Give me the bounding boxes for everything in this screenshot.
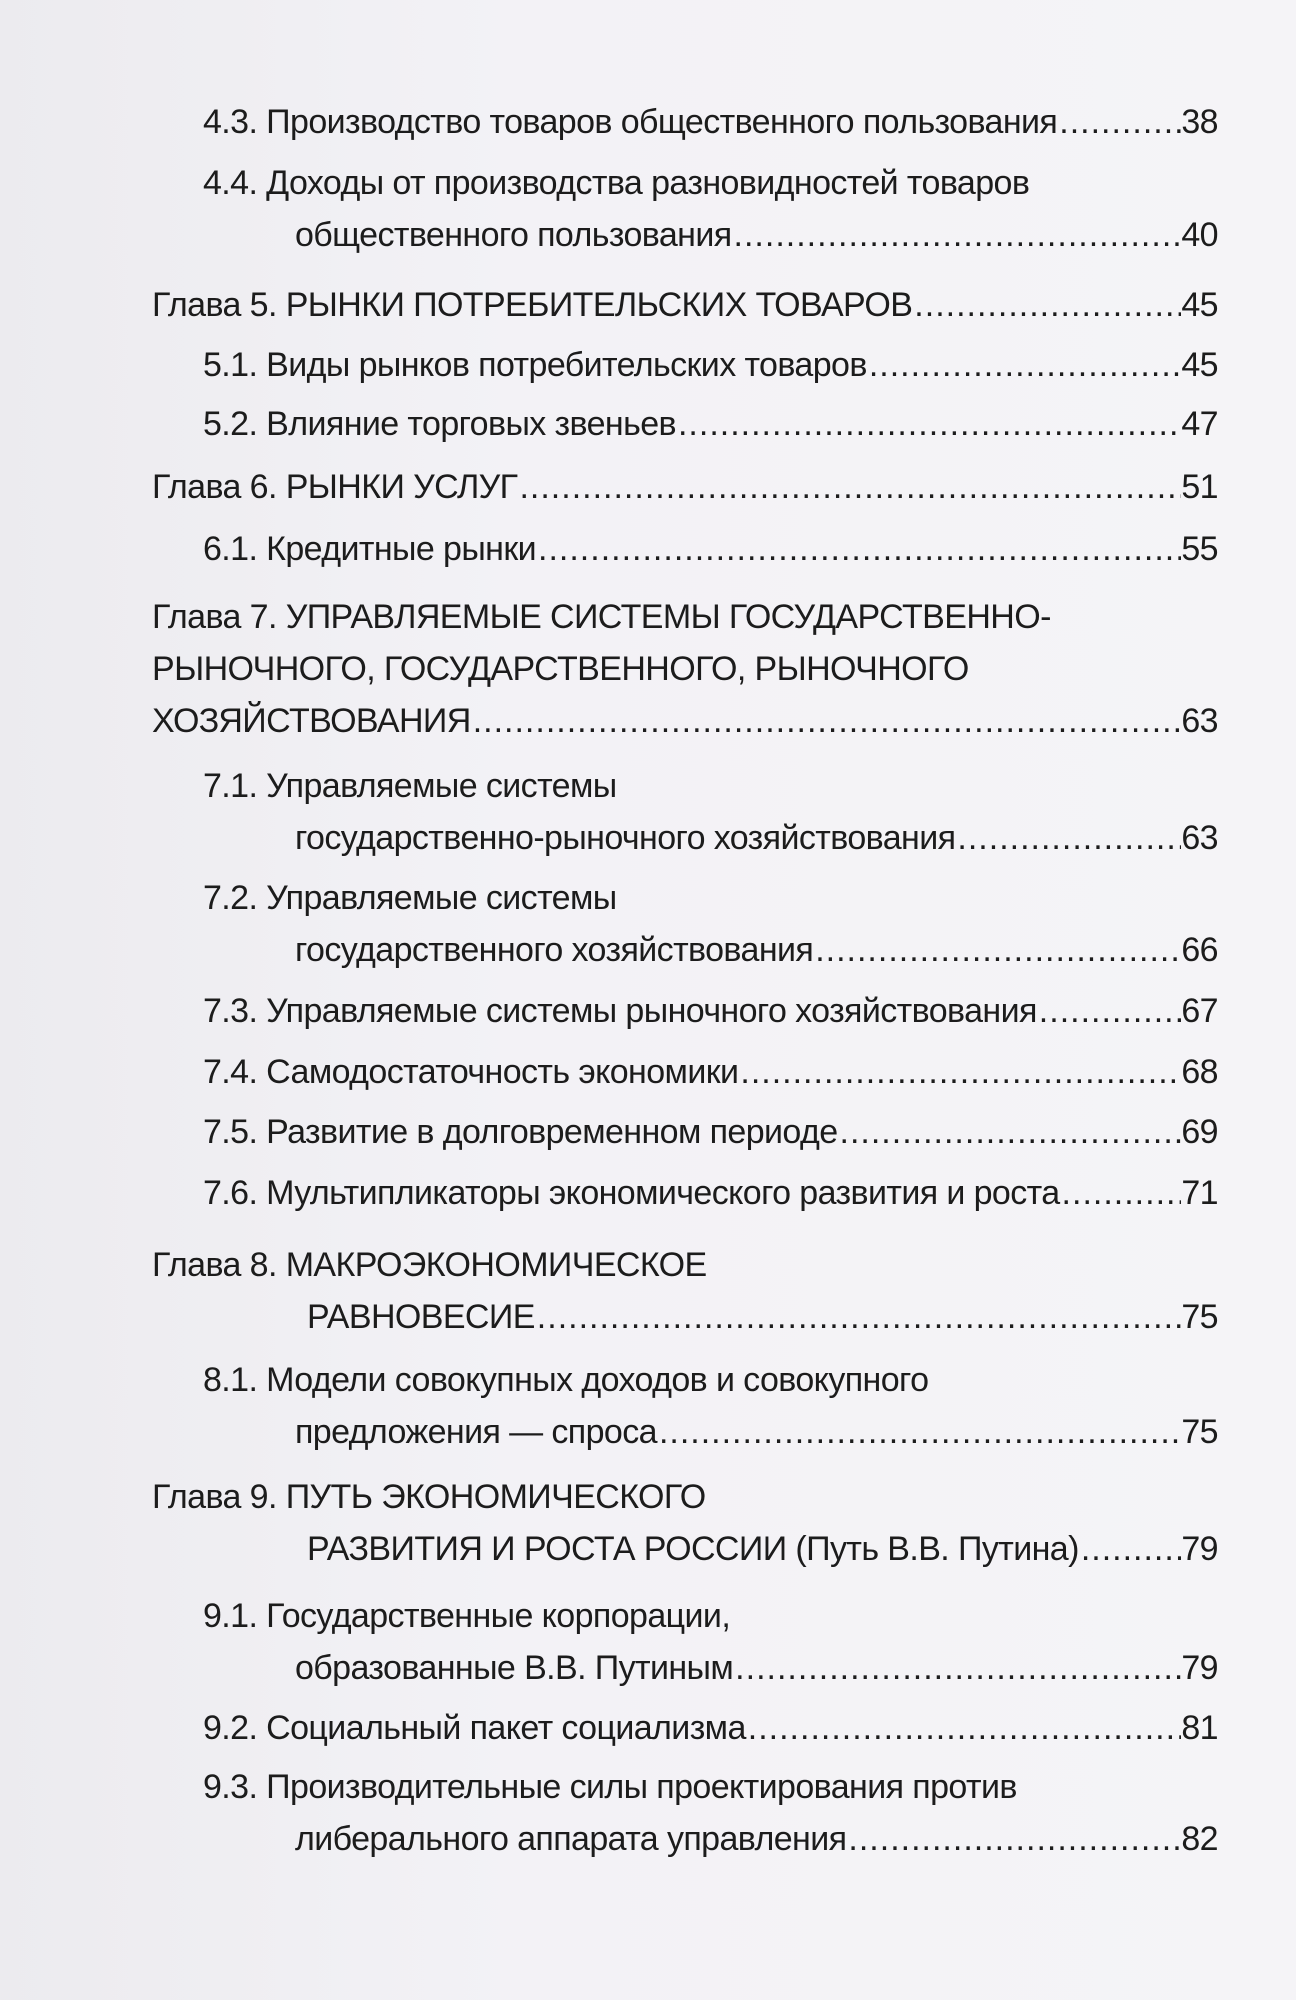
toc-entry-number: 7.2. bbox=[203, 879, 258, 917]
dot-leader bbox=[657, 1406, 1181, 1458]
toc-entry-title: Производительные силы проектирования против bbox=[266, 1768, 1017, 1806]
toc-entry bbox=[203, 96, 1218, 148]
dot-leader bbox=[846, 1813, 1181, 1865]
toc-chapter bbox=[152, 1239, 1218, 1343]
toc-entry-title: Социальный пакет социализма bbox=[266, 1709, 746, 1747]
toc-chapter-number: Глава 7. bbox=[152, 598, 277, 636]
toc-entry-number: 9.2. bbox=[203, 1709, 258, 1747]
toc-entry-title: Виды рынков потребительских товаров bbox=[266, 346, 867, 384]
toc-entry-page: 79 bbox=[1181, 1530, 1218, 1568]
toc-chapter bbox=[152, 279, 1218, 331]
toc-chapter bbox=[152, 1471, 1218, 1575]
toc-entry-page: 81 bbox=[1181, 1709, 1218, 1747]
toc-entry-number: 7.5. bbox=[203, 1113, 258, 1151]
toc-entry-page: 66 bbox=[1181, 931, 1218, 969]
toc-entry-title: Управляемые системы bbox=[266, 767, 617, 805]
toc-entry-number: 7.3. bbox=[203, 992, 258, 1030]
toc-entry-title: Модели совокупных доходов и совокупного bbox=[266, 1361, 929, 1399]
toc-chapter-title: ПУТЬ ЭКОНОМИЧЕСКОГО bbox=[285, 1478, 706, 1516]
dot-leader bbox=[1037, 985, 1182, 1037]
dot-leader bbox=[676, 398, 1181, 450]
toc-entry bbox=[203, 398, 1218, 450]
toc-entry bbox=[203, 523, 1218, 575]
toc-entry-page: 63 bbox=[1181, 819, 1218, 857]
toc-entry-page: 45 bbox=[1181, 346, 1218, 384]
dot-leader bbox=[517, 461, 1181, 513]
toc-entry-title: Государственные корпорации, bbox=[266, 1597, 731, 1635]
toc-entry bbox=[203, 872, 1218, 976]
toc-entry bbox=[203, 1167, 1218, 1219]
toc-entry-title: Управляемые системы рыночного хозяйствования bbox=[266, 992, 1037, 1030]
toc-chapter-title-cont: РАЗВИТИЯ И РОСТА РОССИИ (Путь В.В. Путина) bbox=[307, 1530, 1079, 1568]
toc-entry-page: 40 bbox=[1181, 216, 1218, 254]
toc-entry bbox=[203, 1354, 1218, 1458]
toc-entry-number: 6.1. bbox=[203, 530, 258, 568]
dot-leader bbox=[1057, 96, 1181, 148]
dot-leader bbox=[955, 812, 1181, 864]
toc-entry-page: 79 bbox=[1181, 1649, 1218, 1687]
dot-leader bbox=[1060, 1167, 1182, 1219]
toc-entry-title: Самодостаточность экономики bbox=[266, 1053, 739, 1091]
dot-leader bbox=[838, 1106, 1182, 1158]
toc-entry-title: Управляемые системы bbox=[266, 879, 617, 917]
toc-entry-page: 55 bbox=[1181, 530, 1218, 568]
toc-entry-page: 82 bbox=[1181, 1820, 1218, 1858]
toc-entry-number: 8.1. bbox=[203, 1361, 258, 1399]
toc-entry bbox=[203, 985, 1218, 1037]
dot-leader bbox=[912, 279, 1181, 331]
toc-entry-page: 67 bbox=[1181, 992, 1218, 1030]
toc-entry-page: 51 bbox=[1181, 468, 1218, 506]
dot-leader bbox=[746, 1702, 1182, 1754]
toc-entry-number: 4.3. bbox=[203, 103, 258, 141]
toc-chapter-title-cont: РЫНОЧНОГО, ГОСУДАРСТВЕННОГО, РЫНОЧНОГО bbox=[152, 650, 969, 688]
toc-entry-title-cont: общественного пользования bbox=[295, 216, 732, 254]
dot-leader bbox=[536, 523, 1181, 575]
toc-entry-title: Развитие в долговременном периоде bbox=[266, 1113, 838, 1151]
toc-chapter-title: УПРАВЛЯЕМЫЕ СИСТЕМЫ ГОСУДАРСТВЕННО- bbox=[285, 598, 1051, 636]
toc-chapter-number: Глава 8. bbox=[152, 1246, 277, 1284]
toc-chapter-number: Глава 9. bbox=[152, 1478, 277, 1516]
dot-leader bbox=[732, 209, 1182, 261]
toc-entry bbox=[203, 1106, 1218, 1158]
toc-entry-number: 5.2. bbox=[203, 405, 258, 443]
toc-entry-number: 4.4. bbox=[203, 164, 258, 202]
toc-entry-title: Мультипликаторы экономического развития и роста bbox=[266, 1174, 1060, 1212]
toc-entry-title-cont: образованные В.В. Путиным bbox=[295, 1649, 734, 1687]
dot-leader bbox=[1079, 1523, 1182, 1575]
dot-leader bbox=[813, 924, 1181, 976]
toc-entry-title-cont: либерального аппарата управления bbox=[295, 1820, 847, 1858]
toc-chapter-title-cont: ХОЗЯЙСТВОВАНИЯ bbox=[152, 702, 471, 740]
toc-entry bbox=[203, 1761, 1218, 1865]
dot-leader bbox=[733, 1642, 1181, 1694]
toc-entry bbox=[203, 1702, 1218, 1754]
dot-leader bbox=[738, 1046, 1181, 1098]
dot-leader bbox=[471, 695, 1182, 747]
toc-entry-page: 45 bbox=[1181, 286, 1218, 324]
toc-chapter-title: РЫНКИ ПОТРЕБИТЕЛЬСКИХ ТОВАРОВ bbox=[285, 286, 913, 324]
toc-entry-title: Влияние торговых звеньев bbox=[266, 405, 676, 443]
toc-chapter bbox=[152, 591, 1218, 747]
toc-entry-number: 7.1. bbox=[203, 767, 258, 805]
toc-entry-page: 71 bbox=[1181, 1174, 1218, 1212]
toc-entry-title: Кредитные рынки bbox=[266, 530, 537, 568]
toc-entry-title-cont: государственно-рыночного хозяйствования bbox=[295, 819, 956, 857]
toc-entry-page: 47 bbox=[1181, 405, 1218, 443]
toc-entry-number: 9.3. bbox=[203, 1768, 258, 1806]
toc-entry-number: 9.1. bbox=[203, 1597, 258, 1635]
toc-chapter-number: Глава 5. bbox=[152, 286, 277, 324]
toc-entry bbox=[203, 157, 1218, 261]
toc-entry-page: 69 bbox=[1181, 1113, 1218, 1151]
toc-chapter-title: МАКРОЭКОНОМИЧЕСКОЕ bbox=[285, 1246, 707, 1284]
toc-entry bbox=[203, 1046, 1218, 1098]
toc-entry-page: 63 bbox=[1181, 702, 1218, 740]
toc-chapter-title-cont: РАВНОВЕСИЕ bbox=[307, 1298, 535, 1336]
toc-entry-title: Доходы от производства разновидностей товаров bbox=[266, 164, 1030, 202]
toc-entry-number: 7.4. bbox=[203, 1053, 258, 1091]
toc-entry-page: 68 bbox=[1181, 1053, 1218, 1091]
toc-entry-number: 5.1. bbox=[203, 346, 258, 384]
toc-entry-number: 7.6. bbox=[203, 1174, 258, 1212]
toc-entry-page: 38 bbox=[1181, 103, 1218, 141]
toc-chapter-number: Глава 6. bbox=[152, 468, 277, 506]
toc-entry-page: 75 bbox=[1181, 1413, 1218, 1451]
toc-entry-title: Производство товаров общественного пользования bbox=[266, 103, 1058, 141]
toc-entry bbox=[203, 760, 1218, 864]
toc-entry-title-cont: предложения — спроса bbox=[295, 1413, 657, 1451]
toc-entry bbox=[203, 339, 1218, 391]
toc-entry-title-cont: государственного хозяйствования bbox=[295, 931, 814, 969]
toc-chapter-title: РЫНКИ УСЛУГ bbox=[285, 468, 518, 506]
toc-chapter bbox=[152, 461, 1218, 513]
dot-leader bbox=[535, 1291, 1182, 1343]
toc-entry bbox=[203, 1590, 1218, 1694]
toc-entry-page: 75 bbox=[1181, 1298, 1218, 1336]
dot-leader bbox=[867, 339, 1182, 391]
